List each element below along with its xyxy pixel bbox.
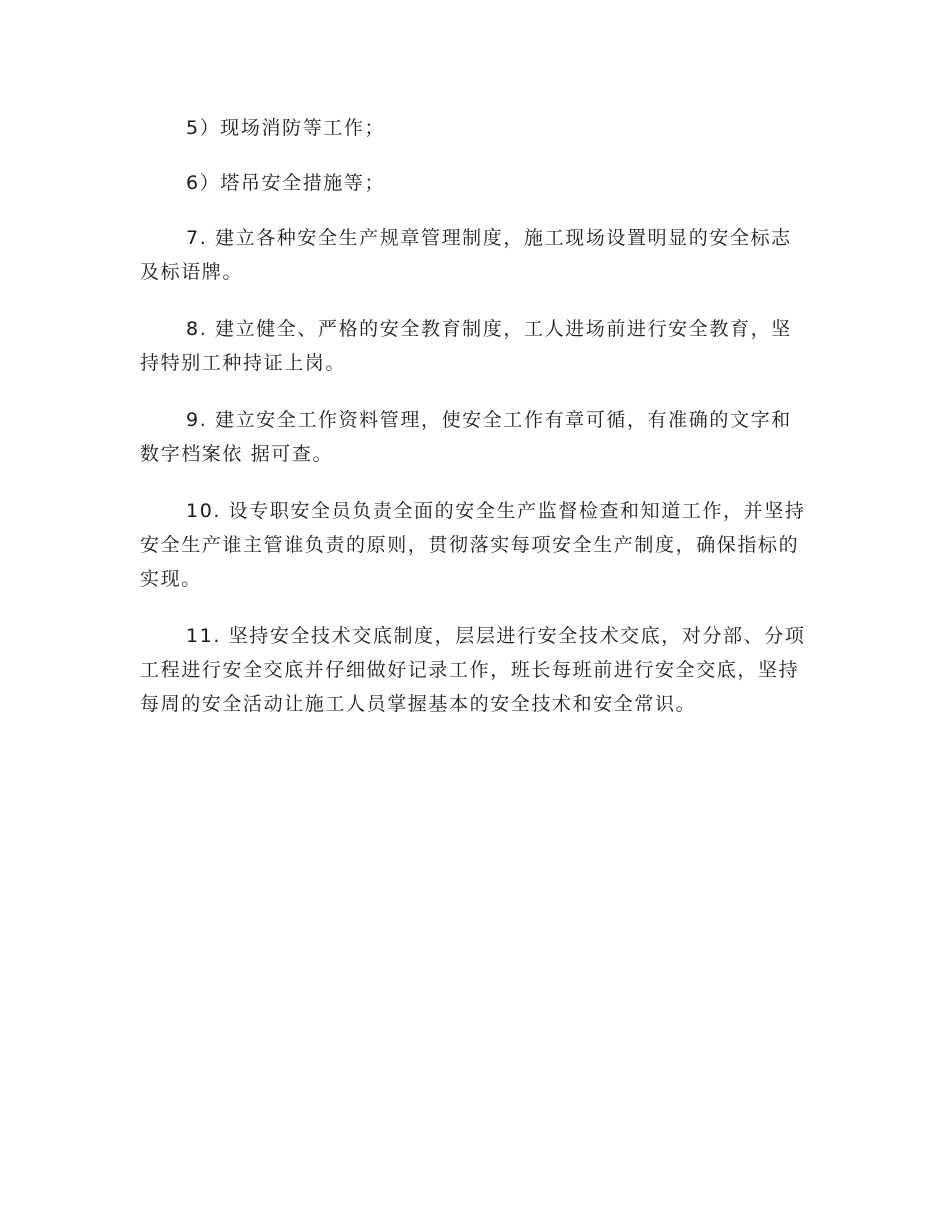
paragraph-item-9: 9. 建立安全工作资料管理，使安全工作有章可循，有准确的文字和数字档案依 据可查。 [140, 409, 792, 465]
paragraph-item-5: 5）现场消防等工作； [186, 117, 386, 139]
paragraph-item-10: 10. 设专职安全员负责全面的安全生产监督检查和知道工作，并坚持安全生产谁主管谁负责的原则，贯彻落实每项安全生产制度，确保指标的实现。 [140, 500, 806, 590]
document-body [140, 111, 810, 744]
paragraph-item-8: 8. 建立健全、严格的安全教育制度，工人进场前进行安全教育，坚持特别工种持证上岗。 [140, 318, 792, 374]
paragraph-item-6: 6）塔吊安全措施等； [186, 172, 386, 194]
paragraph-item-11: 11. 坚持安全技术交底制度，层层进行安全技术交底，对分部、分项工程进行安全交底并仔细做好记录工作，班长每班前进行安全交底，坚持每周的安全活动让施工人员掌握基本的安全技术和安全常识。 [140, 625, 806, 715]
paragraph-item-7: 7. 建立各种安全生产规章管理制度，施工现场设置明显的安全标志及标语牌。 [140, 227, 792, 283]
